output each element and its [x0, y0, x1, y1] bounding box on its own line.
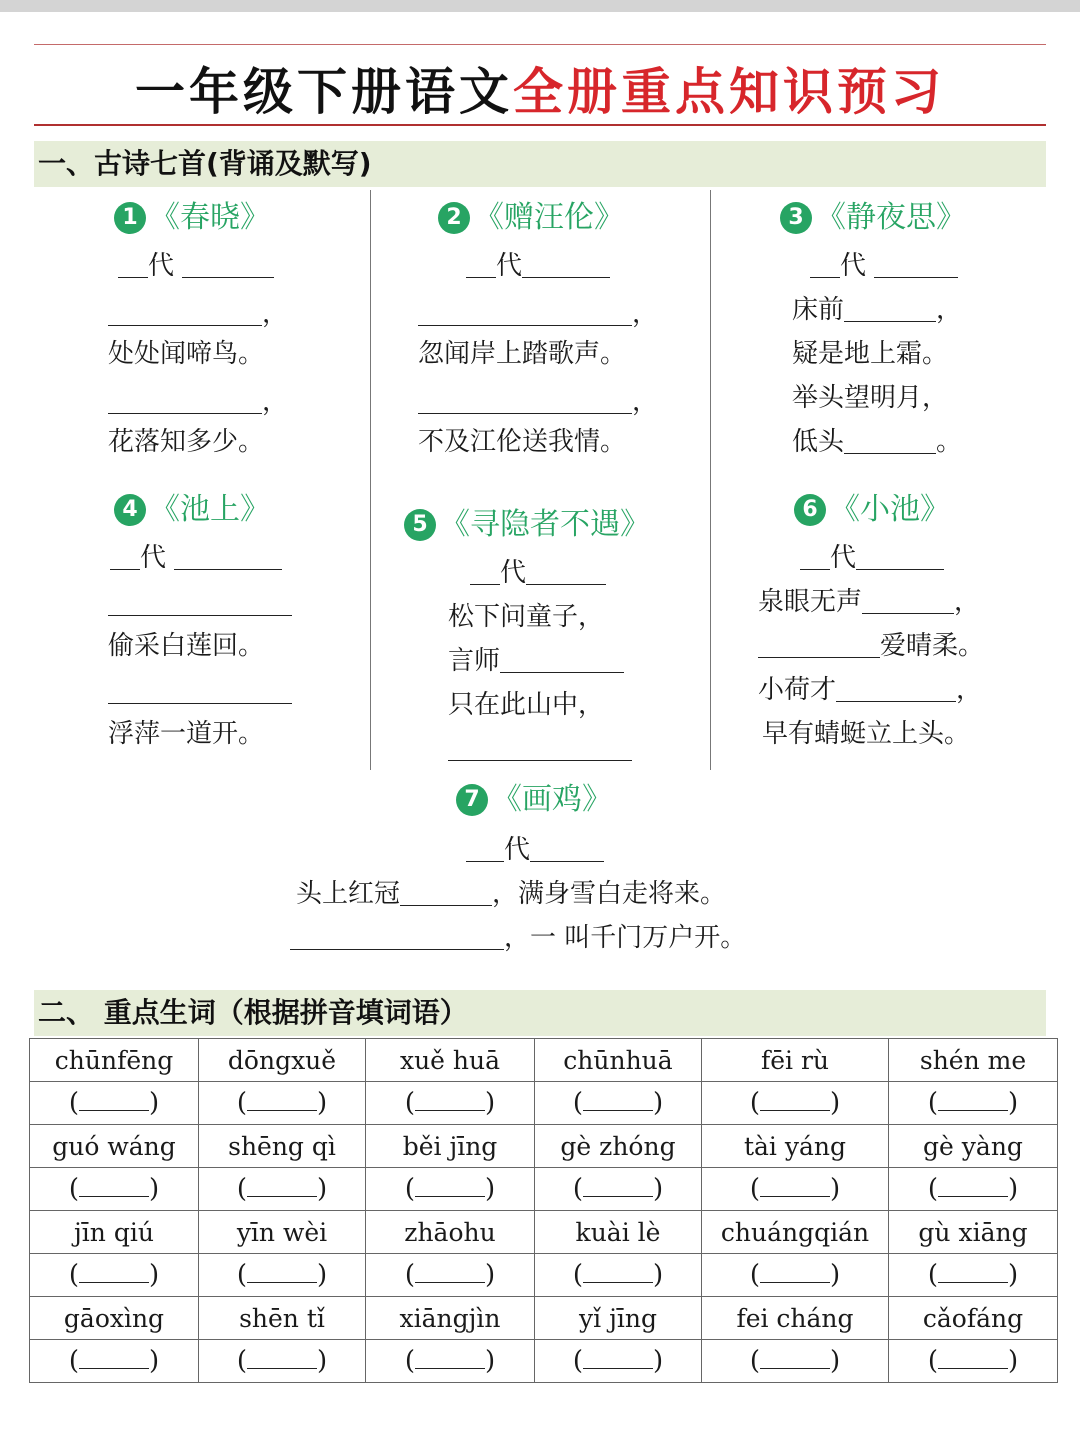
- pinyin-cell: yīn wèi: [199, 1211, 366, 1254]
- fill-line[interactable]: [79, 1174, 149, 1197]
- number-badge: 6: [794, 494, 826, 526]
- answer-row: [30, 1168, 1058, 1211]
- close-paren: ): [1008, 1174, 1019, 1204]
- poem-line: [108, 674, 292, 710]
- poem-line: [418, 384, 658, 420]
- pinyin-cell: chuángqián: [702, 1211, 889, 1254]
- answer-blank[interactable]: [889, 1340, 1058, 1383]
- poem-author-line: [800, 540, 944, 576]
- poem-title-text: 《小池》: [830, 492, 950, 527]
- poem-text: 泉眼无声: [758, 587, 863, 617]
- poem-title: [404, 505, 704, 545]
- fill-line[interactable]: [583, 1088, 653, 1111]
- number-badge: 2: [438, 202, 470, 234]
- poem-4: [108, 490, 358, 749]
- fill-line[interactable]: [938, 1088, 1008, 1111]
- close-paren: ): [485, 1260, 496, 1290]
- pinyin-row: [30, 1297, 1058, 1340]
- open-paren: (: [572, 1260, 583, 1290]
- answer-blank[interactable]: [366, 1168, 535, 1211]
- poem-line: 处处闻啼鸟。: [108, 339, 265, 369]
- answer-row: [30, 1082, 1058, 1125]
- open-paren: (: [927, 1260, 938, 1290]
- poem-text: ，满身雪白走将来。: [492, 879, 727, 909]
- number-badge: 7: [456, 784, 488, 816]
- pinyin-cell: shēn tǐ: [199, 1297, 366, 1340]
- poem-title-text: 《寻隐者不遇》: [440, 507, 650, 542]
- answer-blank[interactable]: [702, 1340, 889, 1383]
- poem-line: [792, 292, 962, 328]
- answer-blank[interactable]: [535, 1340, 702, 1383]
- poem-text: 低头: [792, 427, 845, 457]
- dynasty-label: 代: [840, 251, 867, 281]
- answer-blank[interactable]: [366, 1254, 535, 1297]
- poem-line: [448, 731, 632, 767]
- open-paren: (: [236, 1346, 247, 1376]
- dynasty-label: 代: [148, 251, 175, 281]
- poem-text: 头上红冠: [296, 879, 401, 909]
- poem-line: 疑是地上霜。: [792, 339, 949, 369]
- close-paren: ): [653, 1174, 664, 1204]
- poem-text: 爱晴柔。: [880, 631, 985, 661]
- vocab-table: [29, 1038, 1058, 1383]
- close-paren: ): [830, 1174, 841, 1204]
- pinyin-cell: tài yáng: [702, 1125, 889, 1168]
- poem-author-line: [810, 248, 958, 284]
- poem-line: [448, 643, 624, 679]
- open-paren: (: [68, 1088, 79, 1118]
- close-paren: ): [149, 1260, 160, 1290]
- fill-line[interactable]: [247, 1260, 317, 1283]
- answer-row: [30, 1254, 1058, 1297]
- open-paren: (: [404, 1088, 415, 1118]
- close-paren: ): [317, 1346, 328, 1376]
- fill-line[interactable]: [79, 1260, 149, 1283]
- close-paren: ): [485, 1174, 496, 1204]
- poem-line: [108, 296, 288, 332]
- poem-line: 举头望明月，: [792, 383, 949, 413]
- poem-line: [792, 424, 962, 460]
- fill-line[interactable]: [760, 1346, 830, 1369]
- open-paren: (: [927, 1174, 938, 1204]
- number-badge: 1: [114, 202, 146, 234]
- poem-text: ，: [954, 587, 981, 617]
- poem-author-line: [466, 832, 604, 868]
- open-paren: (: [572, 1088, 583, 1118]
- fill-line[interactable]: [583, 1260, 653, 1283]
- poem-text: 言师: [448, 646, 501, 676]
- open-paren: (: [236, 1088, 247, 1118]
- open-paren: (: [404, 1260, 415, 1290]
- open-paren: (: [749, 1088, 760, 1118]
- open-paren: (: [927, 1346, 938, 1376]
- poem-1: [108, 198, 358, 457]
- answer-blank[interactable]: [30, 1340, 199, 1383]
- fill-line[interactable]: [415, 1174, 485, 1197]
- open-paren: (: [68, 1346, 79, 1376]
- open-paren: (: [68, 1174, 79, 1204]
- number-badge: 3: [780, 202, 812, 234]
- poem-line: [296, 876, 726, 912]
- pinyin-cell: xuě huā: [366, 1039, 535, 1082]
- title-red-part: 全册重点知识预习: [513, 63, 945, 121]
- poem-6: [756, 490, 1046, 749]
- poem-line: [758, 584, 980, 620]
- fill-line[interactable]: [415, 1088, 485, 1111]
- pinyin-cell: dōngxuě: [199, 1039, 366, 1082]
- answer-blank[interactable]: [366, 1082, 535, 1125]
- close-paren: ): [485, 1088, 496, 1118]
- poem-3: [780, 198, 1040, 457]
- title-bottom-rule: [34, 124, 1046, 126]
- poem-line: 只在此山中，: [448, 690, 605, 720]
- answer-blank[interactable]: [199, 1254, 366, 1297]
- close-paren: ): [653, 1346, 664, 1376]
- poem-title-text: 《赠汪伦》: [474, 200, 624, 235]
- close-paren: ): [317, 1174, 328, 1204]
- poem-text: ，一 叫千门万户开。: [504, 923, 747, 953]
- fill-line[interactable]: [247, 1346, 317, 1369]
- pinyin-row: [30, 1125, 1058, 1168]
- pinyin-cell: chūnhuā: [535, 1039, 702, 1082]
- dynasty-label: 代: [830, 543, 857, 573]
- poem-line: [418, 296, 658, 332]
- answer-blank[interactable]: [30, 1082, 199, 1125]
- close-paren: ): [149, 1174, 160, 1204]
- pinyin-cell: shēng qì: [199, 1125, 366, 1168]
- poem-line: 早有蜻蜓立上头。: [762, 719, 971, 749]
- close-paren: ): [653, 1088, 664, 1118]
- answer-blank[interactable]: [702, 1082, 889, 1125]
- close-paren: ): [317, 1088, 328, 1118]
- poem-5: [404, 505, 704, 720]
- answer-blank[interactable]: [702, 1254, 889, 1297]
- column-divider: [710, 190, 711, 770]
- poem-author-line: [118, 248, 274, 284]
- poem-2: [418, 198, 698, 457]
- poem-line: [758, 672, 982, 708]
- answer-blank[interactable]: [199, 1168, 366, 1211]
- close-paren: ): [1008, 1088, 1019, 1118]
- open-paren: (: [236, 1260, 247, 1290]
- answer-blank[interactable]: [535, 1254, 702, 1297]
- poem-text: ，: [936, 295, 963, 325]
- close-paren: ): [149, 1346, 160, 1376]
- poem-title: [756, 490, 1046, 530]
- poem-title-text: 《春晓》: [150, 200, 270, 235]
- close-paren: ): [1008, 1346, 1019, 1376]
- open-paren: (: [236, 1174, 247, 1204]
- open-paren: (: [927, 1088, 938, 1118]
- fill-line[interactable]: [79, 1346, 149, 1369]
- fill-line[interactable]: [415, 1346, 485, 1369]
- poem-line: [108, 384, 288, 420]
- fill-line[interactable]: [79, 1088, 149, 1111]
- fill-line[interactable]: [938, 1260, 1008, 1283]
- pinyin-cell: gāoxìng: [30, 1297, 199, 1340]
- poem-text: ，: [262, 387, 289, 417]
- close-paren: ): [830, 1088, 841, 1118]
- open-paren: (: [68, 1260, 79, 1290]
- title-top-rule: [34, 44, 1046, 45]
- answer-blank[interactable]: [199, 1340, 366, 1383]
- poem-author-line: [110, 540, 282, 576]
- pinyin-cell: cǎofáng: [889, 1297, 1058, 1340]
- close-paren: ): [653, 1260, 664, 1290]
- pinyin-cell: fei cháng: [702, 1297, 889, 1340]
- answer-blank[interactable]: [535, 1168, 702, 1211]
- dynasty-label: 代: [496, 251, 523, 281]
- top-gray-bar: [0, 0, 1080, 12]
- poem-text: ，: [632, 387, 659, 417]
- poem-title: [456, 780, 612, 820]
- poem-text: ，: [632, 299, 659, 329]
- poem-title-text: 《静夜思》: [816, 200, 966, 235]
- pinyin-row: [30, 1211, 1058, 1254]
- fill-line[interactable]: [415, 1260, 485, 1283]
- poem-text: 小荷才: [758, 675, 837, 705]
- close-paren: ): [485, 1346, 496, 1376]
- poem-line: 松下问童子，: [448, 602, 605, 632]
- pinyin-cell: shén me: [889, 1039, 1058, 1082]
- poem-author-line: [466, 248, 610, 284]
- dynasty-label: 代: [504, 835, 531, 865]
- open-paren: (: [404, 1174, 415, 1204]
- fill-line[interactable]: [247, 1088, 317, 1111]
- pinyin-cell: chūnfēng: [30, 1039, 199, 1082]
- open-paren: (: [749, 1346, 760, 1376]
- poem-line: 花落知多少。: [108, 427, 265, 457]
- column-divider: [370, 190, 371, 770]
- fill-line[interactable]: [760, 1088, 830, 1111]
- poem-author-line: [470, 555, 606, 591]
- close-paren: ): [1008, 1260, 1019, 1290]
- fill-line[interactable]: [938, 1174, 1008, 1197]
- poem-text: 。: [936, 427, 963, 457]
- poem-title: [418, 198, 698, 238]
- answer-blank[interactable]: [535, 1082, 702, 1125]
- fill-line[interactable]: [583, 1174, 653, 1197]
- close-paren: ): [149, 1088, 160, 1118]
- section-1-heading: 一、古诗七首(背诵及默写): [34, 141, 1046, 187]
- close-paren: ): [317, 1260, 328, 1290]
- pinyin-cell: jīn qiú: [30, 1211, 199, 1254]
- fill-line[interactable]: [760, 1260, 830, 1283]
- close-paren: ): [830, 1346, 841, 1376]
- fill-line[interactable]: [760, 1174, 830, 1197]
- poem-title: [108, 198, 358, 238]
- pinyin-cell: běi jīng: [366, 1125, 535, 1168]
- poem-text: ，: [956, 675, 983, 705]
- pinyin-cell: kuài lè: [535, 1211, 702, 1254]
- pinyin-cell: yǐ jīng: [535, 1297, 702, 1340]
- pinyin-cell: xiāngjìn: [366, 1297, 535, 1340]
- close-paren: ): [830, 1260, 841, 1290]
- poem-line: [758, 628, 984, 664]
- poem-line: 忽闻岸上踏歌声。: [418, 339, 627, 369]
- answer-blank[interactable]: [199, 1082, 366, 1125]
- dynasty-label: 代: [140, 543, 167, 573]
- open-paren: (: [572, 1346, 583, 1376]
- number-badge: 5: [404, 509, 436, 541]
- poem-title: [780, 198, 1040, 238]
- pinyin-cell: gè yàng: [889, 1125, 1058, 1168]
- poem-line: [108, 586, 292, 622]
- poem-line: 浮萍一道开。: [108, 719, 265, 749]
- poem-text: 床前: [792, 295, 845, 325]
- fill-line[interactable]: [583, 1346, 653, 1369]
- poem-title-text: 《画鸡》: [492, 782, 612, 817]
- pinyin-cell: guó wáng: [30, 1125, 199, 1168]
- open-paren: (: [572, 1174, 583, 1204]
- section-2-heading: 二、 重点生词（根据拼音填词语）: [34, 990, 1046, 1036]
- answer-blank[interactable]: [30, 1254, 199, 1297]
- poem-title-text: 《池上》: [150, 492, 270, 527]
- answer-blank[interactable]: [889, 1082, 1058, 1125]
- number-badge: 4: [114, 494, 146, 526]
- dynasty-label: 代: [500, 558, 527, 588]
- fill-line[interactable]: [247, 1174, 317, 1197]
- open-paren: (: [404, 1346, 415, 1376]
- pinyin-cell: gè zhóng: [535, 1125, 702, 1168]
- answer-blank[interactable]: [366, 1340, 535, 1383]
- title-black-part: 一年级下册语文: [135, 63, 513, 121]
- poem-text: ，: [262, 299, 289, 329]
- page-title: [0, 52, 1080, 124]
- poem-line: [290, 920, 746, 956]
- open-paren: (: [749, 1174, 760, 1204]
- answer-blank[interactable]: [30, 1168, 199, 1211]
- poem-title: [108, 490, 358, 530]
- poem-line: 偷采白莲回。: [108, 631, 265, 661]
- pinyin-cell: fēi rù: [702, 1039, 889, 1082]
- open-paren: (: [749, 1260, 760, 1290]
- fill-line[interactable]: [938, 1346, 1008, 1369]
- answer-blank[interactable]: [702, 1168, 889, 1211]
- answer-row: [30, 1340, 1058, 1383]
- pinyin-cell: gù xiāng: [889, 1211, 1058, 1254]
- answer-blank[interactable]: [889, 1254, 1058, 1297]
- pinyin-cell: zhāohu: [366, 1211, 535, 1254]
- answer-blank[interactable]: [889, 1168, 1058, 1211]
- poem-line: 不及江伦送我情。: [418, 427, 627, 457]
- pinyin-row: [30, 1039, 1058, 1082]
